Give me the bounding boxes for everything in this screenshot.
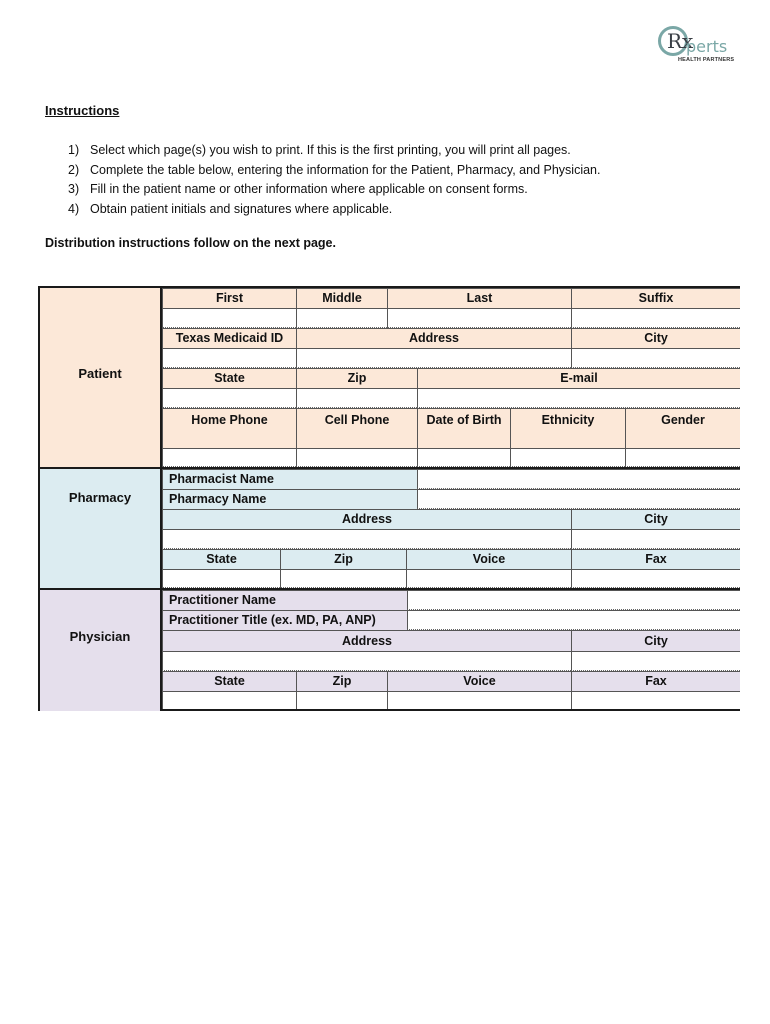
patient-address-field[interactable] [296,348,571,368]
pharmacy-fax-label: Fax [571,549,740,569]
distribution-note: Distribution instructions follow on the next page. [45,236,336,250]
practitioner-title-field[interactable] [407,610,740,630]
ethnicity-field[interactable] [510,448,625,467]
suffix-field[interactable] [571,308,740,328]
patient-section-label: Patient [78,366,122,381]
patient-zip-field[interactable] [296,388,417,408]
pharmacy-name-field[interactable] [417,489,740,509]
instructions-list [68,141,600,219]
pharmacy-address-field[interactable] [162,529,571,549]
physician-voice-field[interactable] [387,691,571,709]
physician-zip-field[interactable] [296,691,387,709]
pharmacist-name-label: Pharmacist Name [162,469,417,489]
patient-city-label: City [571,328,740,348]
middle-name-label: Middle [296,288,387,308]
suffix-label: Suffix [571,288,740,308]
pharmacy-city-label: City [571,509,740,529]
ethnicity-label: Ethnicity [510,408,625,448]
first-name-label: First [162,288,296,308]
instructions-heading: Instructions [45,103,120,118]
physician-city-field[interactable] [571,651,740,671]
information-form [38,286,740,711]
physician-section [40,589,162,711]
pharmacy-section-label: Pharmacy [68,490,132,505]
patient-state-label: State [162,368,296,388]
physician-address-field[interactable] [162,651,571,671]
last-name-label: Last [387,288,571,308]
patient-address-label: Address [296,328,571,348]
logo-mark: Rx [667,29,694,53]
physician-state-field[interactable] [162,691,296,709]
pharmacy-voice-field[interactable] [406,569,571,588]
physician-fax-field[interactable] [571,691,740,709]
medicaid-id-label: Texas Medicaid ID [162,328,296,348]
instruction-step: 3) Fill in the patient name or other information where applicable on consent forms. [68,182,528,196]
physician-section-label: Physician [69,629,131,644]
physician-city-label: City [571,630,740,651]
company-logo [658,26,735,68]
email-label: E-mail [417,368,740,388]
home-phone-field[interactable] [162,448,296,467]
patient-state-field[interactable] [162,388,296,408]
pharmacy-state-label: State [162,549,280,569]
instruction-step: 2) Complete the table below, entering the information for the Patient, Pharmacy, and Physician. [68,162,601,177]
physician-zip-label: Zip [296,671,387,691]
patient-city-field[interactable] [571,348,740,368]
cell-phone-field[interactable] [296,448,417,467]
first-name-field[interactable] [162,308,296,328]
cell-phone-label: Cell Phone [296,408,417,448]
pharmacist-name-field[interactable] [417,469,740,489]
gender-field[interactable] [625,448,740,467]
physician-state-label: State [162,671,296,691]
date-of-birth-label: Date of Birth [417,408,510,448]
patient-section [40,288,162,468]
physician-address-label: Address [162,630,571,651]
medicaid-id-field[interactable] [162,348,296,368]
pharmacy-zip-field[interactable] [280,569,406,588]
pharmacy-zip-label: Zip [280,549,406,569]
physician-voice-label: Voice [387,671,571,691]
pharmacy-section [40,468,162,589]
gender-label: Gender [625,408,740,448]
email-field[interactable] [417,388,740,408]
practitioner-name-label: Practitioner Name [162,590,407,610]
patient-zip-label: Zip [296,368,417,388]
practitioner-name-field[interactable] [407,590,740,610]
pharmacy-voice-label: Voice [406,549,571,569]
middle-name-field[interactable] [296,308,387,328]
pharmacy-name-label: Pharmacy Name [162,489,417,509]
date-of-birth-field[interactable] [417,448,510,467]
pharmacy-state-field[interactable] [162,569,280,588]
pharmacy-city-field[interactable] [571,529,740,549]
pharmacy-fax-field[interactable] [571,569,740,588]
instruction-step: 1) Select which page(s) you wish to print. If this is the first printing, you will print all pages. [68,143,571,157]
practitioner-title-label: Practitioner Title (ex. MD, PA, ANP) [162,610,407,630]
physician-fax-label: Fax [571,671,740,691]
pharmacy-address-label: Address [162,509,571,529]
logo-wordmark: perts [686,37,728,56]
home-phone-label: Home Phone [162,408,296,448]
logo-tagline: HEALTH PARTNERS [678,57,735,63]
instruction-step: 4) Obtain patient initials and signatures where applicable. [68,201,393,216]
last-name-field[interactable] [387,308,571,328]
